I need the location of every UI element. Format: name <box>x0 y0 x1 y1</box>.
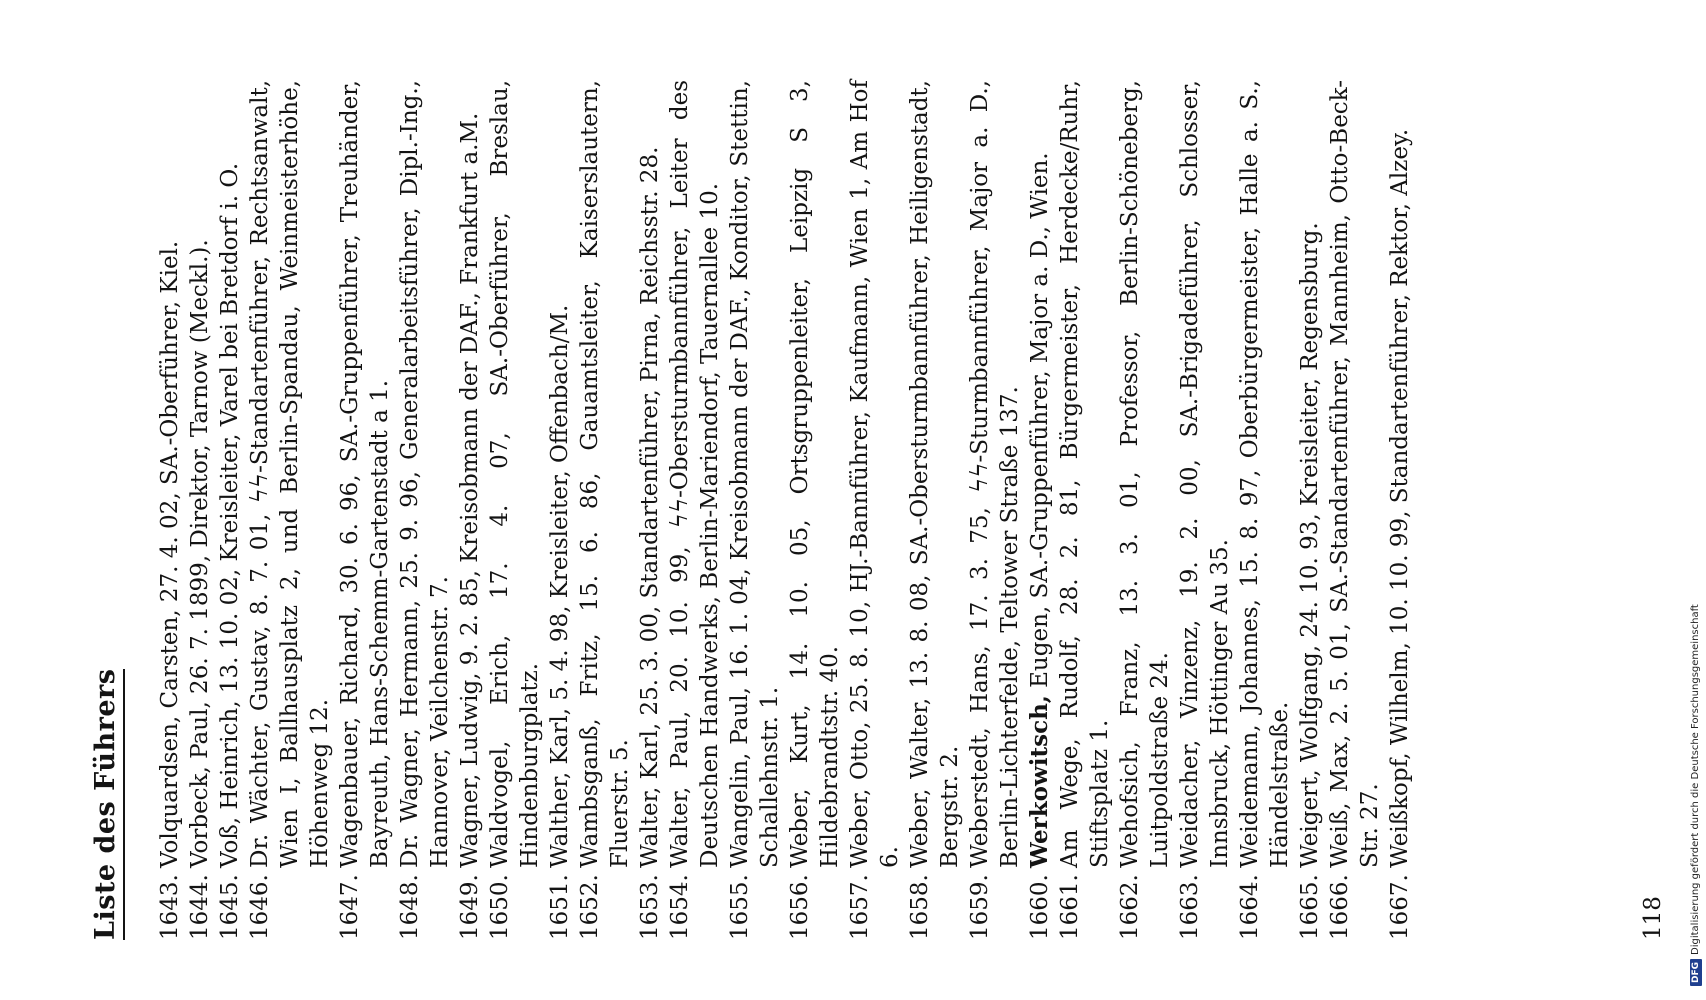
page-title: Liste des Führers <box>90 669 125 940</box>
list-item <box>1385 80 1415 940</box>
entry-list <box>155 80 1415 940</box>
list-item <box>1175 80 1235 940</box>
list-item <box>1325 80 1385 940</box>
list-item <box>1055 80 1115 940</box>
entry-text: Walter, Paul, 20. 10. 99, ϟϟ-Obersturmbannführer, Leiter des Deutschen Handwerks, Berlin-Mariendorf, Tauernallee 10. <box>667 80 723 868</box>
credit-line <box>1690 604 1702 986</box>
entry-number: 1665. <box>1297 874 1323 940</box>
list-item <box>845 80 905 940</box>
list-item <box>1295 80 1325 940</box>
entry-text: Weberstedt, Hans, 17. 3. 75, ϟϟ-Sturmbannführer, Major a. D., Berlin-Lichterfelde, Teltower Straße 137. <box>967 80 1023 868</box>
entry-number: 1644. <box>187 874 213 940</box>
entry-number: 1653. <box>637 874 663 940</box>
entry-number: 1649. <box>457 874 483 940</box>
list-item <box>1025 80 1055 940</box>
entry-text: Weißkopf, Wilhelm, 10. 10. 99, Standartenführer, Rektor, Alzey. <box>1387 128 1413 868</box>
list-item <box>185 80 215 940</box>
list-item <box>335 80 395 940</box>
entry-text: Weigert, Wolfgang, 24. 10. 93, Kreisleiter, Regensburg. <box>1297 222 1323 868</box>
entry-text: Waldvogel, Erich, 17. 4. 07, SA.-Oberführer, Breslau, Hindenburgplatz. <box>487 80 543 868</box>
entry-text <box>1025 80 1055 868</box>
list-item <box>455 80 485 940</box>
list-item <box>785 80 845 940</box>
entry-number: 1645. <box>217 874 243 940</box>
entry-number: 1643. <box>157 874 183 940</box>
entry-number: 1667. <box>1387 874 1413 940</box>
entry-text: Wehofsich, Franz, 13. 3. 01, Professor, Berlin-Schöneberg, Luitpoldstraße 24. <box>1117 80 1173 868</box>
entry-number: 1650. <box>487 874 513 940</box>
entry-text: Dr. Wächter, Gustav, 8. 7. 01, ϟϟ-Standartenführer, Rechtsanwalt, Wien I, Ballhausplatz 2, und Berlin-Spandau, Weinmeisterhöhe, Höhenweg 12. <box>247 80 333 868</box>
list-item <box>725 80 785 940</box>
page-number: 118 <box>1640 896 1666 940</box>
entry-text: Wagenbauer, Richard, 30. 6. 96, SA.-Gruppenführer, Treuhänder, Bayreuth, Hans-Schemm-Gartenstadt a 1. <box>337 80 393 868</box>
entry-number: 1656. <box>787 874 813 940</box>
entry-text: Weiß, Max, 2. 5. 01, SA.-Standartenführer, Mannheim, Otto-Beck-Str. 27. <box>1327 80 1383 868</box>
entry-text: Wagner, Ludwig, 9. 2. 85, Kreisobmann der DAF., Frankfurt a.M. <box>457 112 483 868</box>
entry-text: Wangelin, Paul, 16. 1. 04, Kreisobmann der DAF., Konditor, Stettin, Schallehnstr. 1. <box>727 80 783 868</box>
list-item <box>245 80 335 940</box>
entry-text: Weidemann, Johannes, 15. 8. 97, Oberbürgermeister, Halle a. S., Händelstraße. <box>1237 80 1293 868</box>
entry-number: 1658. <box>907 874 933 940</box>
entry-number: 1659. <box>967 874 993 940</box>
entry-number: 1664. <box>1237 874 1263 940</box>
entry-number: 1647. <box>337 874 363 940</box>
list-item <box>635 80 665 940</box>
list-item <box>665 80 725 940</box>
list-item <box>965 80 1025 940</box>
entry-text: Walther, Karl, 5. 4. 98, Kreisleiter, Offenbach/M. <box>547 304 573 868</box>
entry-text: Weber, Kurt, 14. 10. 05, Ortsgruppenleiter, Leipzig S 3, Hildebrandtstr. 40. <box>787 80 843 868</box>
entry-text: Wambsganß, Fritz, 15. 6. 86, Gauamtsleiter, Kaiserslautern, Fluerstr. 5. <box>577 80 633 868</box>
entry-number: 1662. <box>1117 874 1143 940</box>
entry-rest: Eugen, SA.-Gruppenführer, Major a. D., Wien. <box>1027 152 1053 696</box>
dfg-logo: DFG <box>1690 959 1702 986</box>
entry-number: 1666. <box>1327 874 1353 940</box>
list-item <box>155 80 185 940</box>
entry-number: 1648. <box>397 874 423 940</box>
entry-number: 1663. <box>1177 874 1203 940</box>
list-item <box>575 80 635 940</box>
list-item <box>545 80 575 940</box>
entry-text: Walter, Karl, 25. 3. 00, Standartenführer, Pirna, Reichsstr. 28. <box>637 146 663 868</box>
entry-number: 1652. <box>577 874 603 940</box>
entry-number: 1657. <box>847 874 873 940</box>
list-item <box>395 80 455 940</box>
entry-number: 1655. <box>727 874 753 940</box>
entry-text: Dr. Wagner, Hermann, 25. 9. 96, Generalarbeitsführer, Dipl.-Ing., Hannover, Veilchenstr. 7. <box>397 80 453 868</box>
entry-number: 1661. <box>1057 874 1083 940</box>
list-item <box>215 80 245 940</box>
entry-number: 1654. <box>667 874 693 940</box>
entry-number: 1646. <box>247 874 273 940</box>
entry-text: Vorbeck, Paul, 26. 7. 1899, Direktor, Tarnow (Meckl.). <box>187 239 213 868</box>
list-item <box>485 80 545 940</box>
entry-text: Volquardsen, Carsten, 27. 4. 02, SA.-Oberführer, Kiel. <box>157 240 183 868</box>
entry-text: Weber, Walter, 13. 8. 08, SA.-Obersturmbannführer, Heiligenstadt, Bergstr. 2. <box>907 80 963 868</box>
entry-bold-name: Werkowitsch, <box>1026 695 1053 868</box>
credit-text: Digitalisierung gefördert durch die Deutsche Forschungsgemeinschaft <box>1690 604 1701 955</box>
entry-number: 1651. <box>547 874 573 940</box>
entry-text: Voß, Heinrich, 13. 10. 02, Kreisleiter, Varel bei Bretdorf i. O. <box>217 162 243 868</box>
entry-text: Weber, Otto, 25. 8. 10, HJ.-Bannführer, Kaufmann, Wien 1, Am Hof 6. <box>847 80 903 868</box>
list-item <box>1115 80 1175 940</box>
entry-text: Am Wege, Rudolf, 28. 2. 81, Bürgermeister, Herdecke/Ruhr, Stiftsplatz 1. <box>1057 80 1113 868</box>
entry-number: 1660. <box>1027 874 1053 940</box>
list-item <box>905 80 965 940</box>
entry-text: Weidacher, Vinzenz, 19. 2. 00, SA.-Brigadeführer, Schlosser, Innsbruck, Höttinger Au 35. <box>1177 80 1233 868</box>
list-item <box>1235 80 1295 940</box>
